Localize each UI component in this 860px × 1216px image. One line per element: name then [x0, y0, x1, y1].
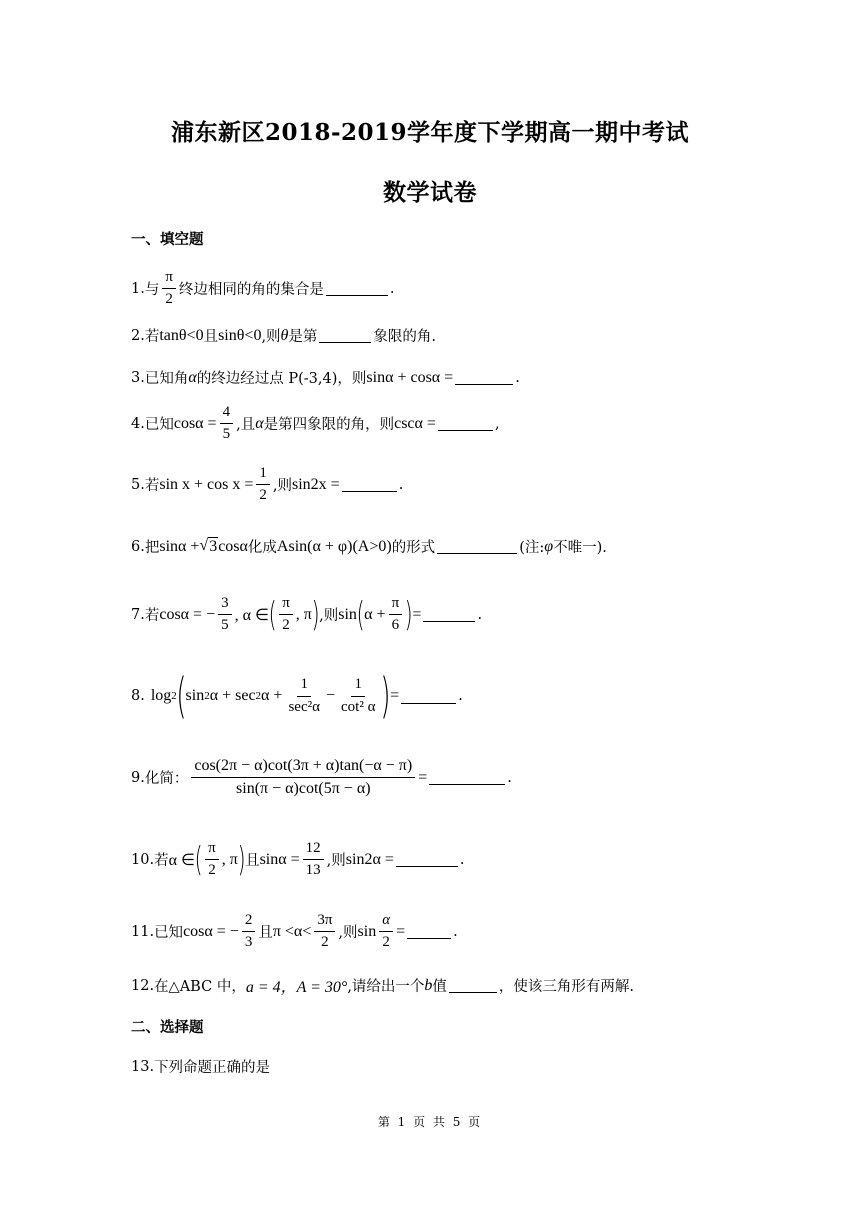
answer-blank[interactable] — [326, 281, 388, 296]
math-expression: sinα + cosα = — [366, 368, 454, 386]
math-expression: α + sec — [209, 687, 256, 704]
fraction-denominator: 2 — [382, 934, 390, 951]
question-text: ,则 — [272, 478, 292, 495]
question-text: . — [515, 369, 520, 386]
fraction — [256, 465, 270, 505]
question-number: 7. — [131, 606, 145, 623]
math-expression: = — [418, 768, 428, 786]
fraction — [205, 840, 219, 880]
fraction-denominator: 2 — [208, 862, 216, 879]
question-number: 12. — [131, 977, 155, 994]
math-expression: α + — [261, 687, 283, 704]
question-13 — [131, 1056, 270, 1077]
question-text: 的形式 — [391, 540, 436, 556]
right-paren: ) — [311, 594, 320, 635]
math-expression: Asin(α + φ)(A>0) — [276, 537, 392, 555]
fraction-denominator: 13 — [305, 862, 321, 879]
answer-blank[interactable] — [401, 689, 456, 704]
fraction-numerator: π — [389, 595, 403, 615]
question-text: 且 — [258, 925, 273, 942]
question-text: , — [494, 415, 500, 432]
fraction — [279, 595, 293, 635]
math-expression: sin — [338, 605, 357, 623]
radicand: 3 — [209, 538, 218, 555]
question-text: . — [458, 688, 463, 704]
fraction-numerator: π — [205, 840, 219, 860]
fraction-denominator: 6 — [391, 617, 400, 634]
math-expression: α — [188, 368, 197, 386]
answer-blank[interactable] — [437, 539, 517, 554]
math-expression: α + — [364, 605, 386, 623]
question-text: ,则 — [261, 329, 281, 345]
question-9 — [131, 757, 512, 799]
fraction-numerator: 3π — [314, 912, 335, 932]
question-number: 9. — [131, 769, 145, 786]
left-paren: ( — [268, 594, 277, 635]
question-8 — [131, 668, 463, 724]
fraction — [338, 676, 378, 716]
math-expression: cosα = − — [159, 605, 216, 623]
fraction-denominator: 5 — [221, 617, 229, 634]
math-expression: sin2α = — [345, 850, 394, 868]
question-text: 的终边经过点 P(-3,4)，则 — [196, 371, 367, 387]
math-expression: sinα = — [259, 850, 300, 868]
fraction — [303, 840, 324, 880]
math-expression: θ — [280, 326, 289, 344]
fraction-denominator: 2 — [321, 934, 329, 951]
fraction — [285, 676, 323, 716]
question-11 — [131, 912, 458, 952]
fraction — [162, 269, 176, 309]
square-root: √ 3 — [199, 537, 218, 555]
question-number: 13. — [131, 1058, 155, 1075]
question-text: 化简： — [144, 771, 189, 788]
answer-blank[interactable] — [319, 328, 371, 343]
question-text: 象限的角. — [373, 329, 437, 345]
question-note: 不唯一). — [553, 540, 607, 556]
math-expression: cosα = — [173, 414, 217, 432]
math-expression: α ∈ — [168, 851, 195, 869]
math-expression: = — [390, 687, 400, 704]
right-paren: ) — [237, 839, 246, 880]
answer-blank[interactable] — [342, 477, 397, 492]
question-number: 5. — [131, 476, 145, 493]
fraction — [389, 595, 403, 635]
left-paren: ( — [194, 839, 203, 880]
answer-blank[interactable] — [396, 852, 458, 867]
page-footer: 第 1 页 共 5 页 — [377, 1115, 483, 1129]
question-text: . — [477, 606, 483, 623]
question-4 — [131, 404, 500, 444]
section-multiple-choice: 二、选择题 — [131, 1019, 204, 1036]
fraction-denominator: 3 — [244, 934, 253, 951]
left-paren: ( — [356, 594, 365, 635]
question-text: 若 — [154, 853, 169, 870]
math-expression: α — [255, 414, 264, 432]
fraction-denominator: 2 — [282, 617, 290, 634]
question-text: 把 — [144, 540, 160, 556]
answer-blank[interactable] — [449, 978, 497, 993]
question-text: 与 — [144, 282, 160, 299]
question-text: 终边相同的角的集合是 — [178, 282, 324, 299]
math-expression: , π — [295, 605, 312, 623]
question-number: 4. — [131, 415, 145, 432]
question-10 — [131, 840, 464, 880]
question-text: 若 — [144, 608, 160, 625]
question-number: 10. — [131, 851, 155, 868]
math-expression: = — [396, 922, 406, 940]
exam-title: 浦东新区2018-2019学年度下学期高一期中考试 — [170, 119, 690, 146]
math-expression: − — [325, 687, 335, 704]
fraction — [220, 404, 234, 444]
question-text: 若 — [144, 478, 160, 495]
left-paren: ( — [176, 668, 187, 724]
question-12 — [131, 974, 634, 997]
question-text: 且 — [245, 853, 260, 870]
fraction — [191, 757, 415, 799]
question-text: . — [398, 476, 404, 493]
question-text: . — [453, 923, 458, 940]
math-expression: π <α< — [272, 922, 312, 940]
fraction — [379, 912, 393, 952]
question-text: . — [507, 769, 512, 786]
math-expression: cosα = − — [183, 922, 239, 940]
section-fill-in: 一、填空题 — [131, 231, 204, 248]
right-paren: ) — [404, 594, 413, 635]
exam-subtitle: 数学试卷 — [383, 179, 477, 206]
fraction — [242, 912, 256, 952]
math-expression: log — [150, 687, 172, 704]
math-expression: , α ∈ — [234, 606, 269, 624]
math-expression: cosα — [218, 537, 248, 555]
question-text: 下列命题正确的是 — [154, 1060, 271, 1076]
answer-blank[interactable] — [407, 924, 451, 939]
fraction-numerator: 4 — [220, 404, 234, 424]
fraction-numerator: π — [162, 269, 176, 289]
math-expression: = — [412, 605, 422, 623]
math-expression: b — [424, 976, 433, 994]
question-5 — [131, 465, 403, 505]
math-expression: a = 4，A = 30° — [245, 979, 348, 996]
exponent: 2 — [204, 690, 210, 702]
question-6 — [131, 536, 607, 557]
question-text: 值 — [432, 979, 447, 995]
question-2 — [131, 325, 436, 346]
question-text: ,且 — [236, 417, 256, 434]
question-text: ,则 — [338, 925, 358, 942]
fraction-numerator: 3 — [218, 595, 232, 615]
exponent: 2 — [255, 690, 262, 702]
question-number: 3. — [131, 369, 145, 386]
math-expression: , π — [221, 850, 238, 868]
fraction-numerator: 1 — [351, 676, 365, 696]
fraction-denominator: cot² α — [341, 698, 376, 715]
log-base: 2 — [171, 690, 177, 702]
question-text: ,则 — [326, 853, 346, 870]
answer-blank[interactable] — [429, 770, 505, 785]
question-text: 化成 — [247, 540, 277, 556]
question-note: (注: — [519, 540, 545, 556]
fraction-numerator: cos(2π − α)cot(3π + α)tan(−α − π) — [191, 757, 415, 778]
fraction-numerator: α — [379, 912, 393, 932]
question-text: 在△ABC 中， — [154, 979, 246, 995]
math-expression: sin — [357, 922, 377, 940]
question-number: 2. — [131, 327, 145, 344]
answer-blank[interactable] — [423, 607, 475, 622]
question-text: 是第 — [288, 329, 318, 345]
question-text: 若 — [144, 329, 160, 345]
right-paren: ) — [380, 668, 391, 724]
fraction-denominator: sec²α — [288, 698, 320, 715]
question-number: 11. — [131, 923, 155, 940]
question-text: 已知角 — [144, 371, 189, 387]
question-text: ,请给出一个 — [347, 979, 425, 995]
math-expression: sin2x = — [292, 475, 340, 493]
math-expression: sinθ<0 — [218, 326, 262, 344]
answer-blank[interactable] — [438, 416, 493, 431]
question-3 — [131, 367, 520, 388]
question-text: 已知 — [144, 417, 174, 434]
question-text: ,则 — [319, 608, 339, 625]
fraction-denominator: sin(π − α)cot(5π − α) — [236, 780, 371, 798]
question-text: . — [459, 851, 465, 868]
fraction-numerator: 2 — [242, 912, 256, 932]
question-7 — [131, 595, 482, 635]
question-number: 8. — [131, 688, 145, 704]
fraction-numerator: 1 — [256, 465, 270, 485]
fraction-numerator: 1 — [297, 676, 311, 696]
math-expression: sinα + — [159, 537, 200, 555]
question-text: ，使该三角形有两解. — [498, 979, 635, 995]
fraction — [218, 595, 232, 635]
question-text: 已知 — [154, 925, 184, 942]
fraction-numerator: π — [279, 595, 293, 615]
math-expression: φ — [544, 537, 554, 555]
question-text: . — [389, 280, 395, 297]
fraction-denominator: 5 — [222, 426, 231, 443]
answer-blank[interactable] — [455, 370, 513, 385]
question-number: 6. — [131, 538, 145, 555]
math-expression: cscα = — [394, 414, 436, 432]
question-1 — [131, 269, 395, 309]
fraction-denominator: 2 — [165, 291, 173, 308]
math-expression: sin x + cos x = — [159, 475, 254, 493]
question-number: 1. — [131, 280, 145, 297]
fraction-numerator: 12 — [303, 840, 324, 860]
question-text: 且 — [203, 329, 219, 345]
math-expression: sin — [185, 687, 205, 704]
fraction-denominator: 2 — [259, 487, 267, 504]
math-expression: tanθ<0 — [159, 326, 204, 344]
fraction — [314, 912, 335, 952]
question-text: 是第四象限的角，则 — [263, 417, 395, 434]
